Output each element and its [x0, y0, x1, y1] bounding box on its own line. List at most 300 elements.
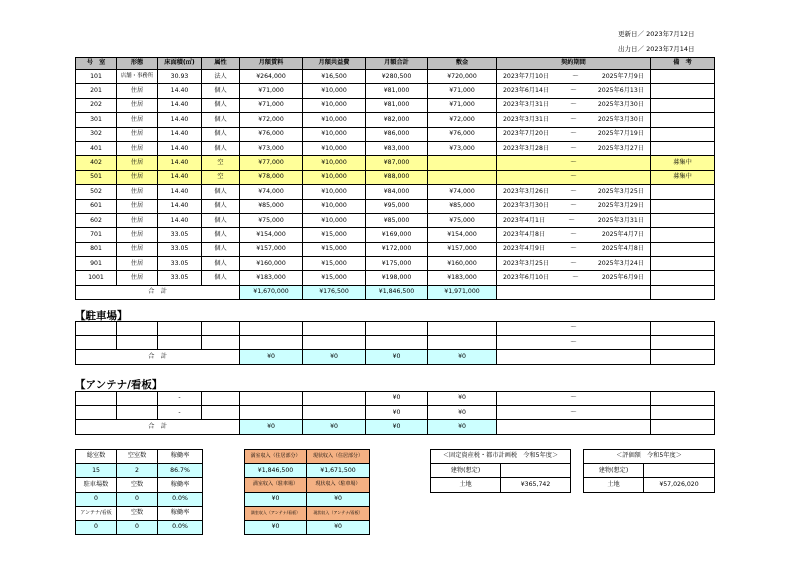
cell-total: ¥83,000 [366, 141, 428, 155]
period-start: 2023年6月14日 [503, 86, 550, 94]
output-date [618, 44, 695, 53]
period-tilde: ～ [570, 187, 577, 195]
main-total-period [497, 285, 651, 299]
updated-date [618, 29, 695, 38]
cell-note [651, 271, 715, 285]
cell-period [497, 242, 651, 256]
cell-rent: ¥78,000 [240, 170, 303, 184]
cell-note [651, 199, 715, 213]
updated-value: 2023年7月12日 [646, 30, 695, 38]
cell-room: 701 [76, 228, 117, 242]
stat-header: 総室数 [76, 450, 117, 464]
antenna-title: 【アンテナ/看板】 [75, 379, 163, 391]
table-row [76, 84, 715, 98]
antenna-period: ～ [497, 406, 651, 420]
table-row [76, 185, 715, 199]
cell-fee: ¥10,000 [303, 185, 366, 199]
income-header: 現状収入（アンテナ/看板） [307, 506, 370, 520]
cell-attr: 法人 [202, 70, 240, 84]
cell-note [651, 242, 715, 256]
table-row [76, 98, 715, 112]
parking-total-sum: ¥0 [366, 350, 428, 364]
period-tilde: ～ [570, 101, 577, 109]
cell-deposit: ¥74,000 [428, 185, 497, 199]
cell-fee: ¥10,000 [303, 213, 366, 227]
parking-total-fee: ¥0 [303, 350, 366, 364]
antenna-total-label: 合 計 [76, 420, 240, 434]
table-row [76, 228, 715, 242]
parking-table [75, 321, 715, 365]
cell-room: 202 [76, 98, 117, 112]
antenna-total: ¥0 [366, 406, 428, 420]
cell-rent: ¥74,000 [240, 185, 303, 199]
cell-area: 33.05 [158, 271, 202, 285]
income-header: 現状収入（駐車場） [307, 478, 370, 492]
cell-room: 101 [76, 70, 117, 84]
cell-deposit: ¥76,000 [428, 127, 497, 141]
cell-period [497, 257, 651, 271]
income-value: ¥0 [307, 520, 370, 534]
stat-header: 空数 [117, 506, 158, 520]
cell-type: 住居 [117, 257, 158, 271]
cell-attr: 個人 [202, 127, 240, 141]
period-start: 2023年4月8日 [503, 230, 546, 238]
cell-total: ¥81,000 [366, 98, 428, 112]
cell-total: ¥86,000 [366, 127, 428, 141]
main-total-deposit: ¥1,971,000 [428, 285, 497, 299]
main-total-label: 合 計 [76, 285, 240, 299]
cell-area: 14.40 [158, 185, 202, 199]
cell-attr: 空 [202, 170, 240, 184]
occupancy-stats-table [75, 449, 203, 535]
period-end: 2025年7月19日 [597, 130, 644, 138]
main-total-fee: ¥176,500 [303, 285, 366, 299]
period-start: 2023年3月26日 [503, 187, 550, 195]
valuation-land-label: 土地 [584, 478, 644, 492]
cell-fee: ¥15,000 [303, 257, 366, 271]
cell-period [497, 156, 651, 170]
stat-header: 空室数 [117, 450, 158, 464]
cell-room: 302 [76, 127, 117, 141]
parking-title: 【駐車場】 [75, 310, 128, 322]
parking-total-label: 合 計 [76, 350, 240, 364]
cell-attr: 個人 [202, 199, 240, 213]
column-header: 月額合計 [366, 58, 428, 70]
cell-attr: 個人 [202, 242, 240, 256]
stat-header: 空数 [117, 478, 158, 492]
income-value: ¥1,846,500 [245, 464, 307, 478]
cell-room: 301 [76, 113, 117, 127]
cell-attr: 個人 [202, 228, 240, 242]
cell-rent: ¥183,000 [240, 271, 303, 285]
period-end: 2025年7月9日 [601, 72, 644, 80]
cell-room: 602 [76, 213, 117, 227]
main-total-sum: ¥1,846,500 [366, 285, 428, 299]
period-end: 2025年3月25日 [597, 187, 644, 195]
column-header: 契約期間 [497, 58, 651, 70]
antenna-total: ¥0 [366, 392, 428, 406]
cell-total: ¥84,000 [366, 185, 428, 199]
cell-period [497, 185, 651, 199]
period-end: 2025年3月29日 [597, 202, 644, 210]
cell-area: 14.40 [158, 199, 202, 213]
cell-area: 30.93 [158, 70, 202, 84]
cell-note [651, 257, 715, 271]
cell-deposit: ¥71,000 [428, 98, 497, 112]
cell-note [651, 228, 715, 242]
column-header: 敷金 [428, 58, 497, 70]
cell-area: 14.40 [158, 98, 202, 112]
antenna-row [76, 392, 715, 406]
income-value: ¥0 [245, 520, 307, 534]
income-header: 満室収入（アンテナ/看板） [245, 506, 307, 520]
stat-header: 稼働率 [158, 506, 203, 520]
stat-header: 稼働率 [158, 478, 203, 492]
table-row [76, 141, 715, 155]
cell-period [497, 98, 651, 112]
cell-period [497, 170, 651, 184]
table-row [76, 213, 715, 227]
cell-area: 33.05 [158, 242, 202, 256]
period-end: 2025年3月27日 [597, 144, 644, 152]
cell-room: 1001 [76, 271, 117, 285]
table-row [76, 199, 715, 213]
cell-note [651, 70, 715, 84]
period-start: 2023年4月9日 [503, 245, 546, 253]
main-total-rent: ¥1,670,000 [240, 285, 303, 299]
cell-room: 801 [76, 242, 117, 256]
antenna-deposit: ¥0 [428, 392, 497, 406]
period-tilde: ～ [568, 216, 575, 224]
income-value: ¥1,671,500 [307, 464, 370, 478]
cell-attr: 個人 [202, 185, 240, 199]
antenna-table [75, 391, 715, 435]
tax-building-value [501, 464, 571, 478]
cell-room: 901 [76, 257, 117, 271]
valuation-land-value: ¥57,026,020 [644, 478, 715, 492]
cell-fee: ¥10,000 [303, 113, 366, 127]
cell-type: 住居 [117, 127, 158, 141]
cell-total: ¥95,000 [366, 199, 428, 213]
cell-area: 14.40 [158, 141, 202, 155]
antenna-total-sum: ¥0 [366, 420, 428, 434]
cell-note [651, 84, 715, 98]
income-table [244, 449, 370, 535]
stat-value: 0 [117, 520, 158, 534]
period-end: 2025年6月13日 [597, 86, 644, 94]
cell-fee: ¥10,000 [303, 127, 366, 141]
cell-area: 14.40 [158, 213, 202, 227]
parking-total-deposit: ¥0 [428, 350, 497, 364]
cell-fee: ¥10,000 [303, 170, 366, 184]
antenna-row [76, 406, 715, 420]
cell-period [497, 213, 651, 227]
period-tilde: ～ [570, 202, 577, 210]
antenna-total-rent: ¥0 [240, 420, 303, 434]
cell-attr: 個人 [202, 213, 240, 227]
cell-note: 募集中 [651, 170, 715, 184]
antenna-period: ～ [497, 392, 651, 406]
cell-total: ¥88,000 [366, 170, 428, 184]
cell-type: 住居 [117, 84, 158, 98]
table-row [76, 127, 715, 141]
income-header: 満室収入（住居部分） [245, 450, 307, 464]
cell-attr: 個人 [202, 141, 240, 155]
period-end: 2025年3月30日 [597, 115, 644, 123]
valuation-title: ＜評価額 令和5年度＞ [584, 450, 715, 464]
cell-period [497, 228, 651, 242]
income-header: 満室収入（駐車場） [245, 478, 307, 492]
period-end: 2025年3月30日 [597, 101, 644, 109]
cell-rent: ¥73,000 [240, 141, 303, 155]
cell-deposit: ¥72,000 [428, 113, 497, 127]
cell-deposit: ¥154,000 [428, 228, 497, 242]
cell-area: 14.40 [158, 156, 202, 170]
period-tilde: ～ [570, 245, 577, 253]
cell-rent: ¥77,000 [240, 156, 303, 170]
period-tilde: ～ [572, 72, 579, 80]
stat-header: 駐車場数 [76, 478, 117, 492]
cell-note [651, 185, 715, 199]
cell-rent: ¥71,000 [240, 84, 303, 98]
main-total-note [651, 285, 715, 299]
property-tax-table [430, 449, 571, 493]
cell-attr: 個人 [202, 84, 240, 98]
cell-type: 住居 [117, 156, 158, 170]
cell-fee: ¥10,000 [303, 199, 366, 213]
valuation-building-label: 建物(想定) [584, 464, 644, 478]
cell-attr: 個人 [202, 98, 240, 112]
cell-deposit [428, 170, 497, 184]
cell-rent: ¥157,000 [240, 242, 303, 256]
cell-total: ¥81,000 [366, 84, 428, 98]
cell-deposit: ¥157,000 [428, 242, 497, 256]
cell-attr: 個人 [202, 271, 240, 285]
cell-fee: ¥10,000 [303, 156, 366, 170]
cell-room: 502 [76, 185, 117, 199]
table-row [76, 70, 715, 84]
cell-area: 33.05 [158, 257, 202, 271]
parking-period: ～ [497, 336, 651, 350]
tax-land-label: 土地 [431, 478, 501, 492]
output-value: 2023年7月14日 [646, 45, 695, 53]
cell-note [651, 213, 715, 227]
tax-title: ＜固定資産税・都市計画税 令和5年度＞ [431, 450, 571, 464]
cell-period [497, 70, 651, 84]
period-tilde: ～ [570, 259, 577, 267]
cell-total: ¥87,000 [366, 156, 428, 170]
valuation-building-value [644, 464, 715, 478]
cell-rent: ¥160,000 [240, 257, 303, 271]
cell-attr: 空 [202, 156, 240, 170]
period-tilde: ～ [570, 86, 577, 94]
column-header: 床面積(㎡) [158, 58, 202, 70]
period-tilde: ～ [570, 158, 577, 166]
table-row [76, 257, 715, 271]
income-value: ¥0 [307, 492, 370, 506]
cell-total: ¥175,000 [366, 257, 428, 271]
period-start: 2023年4月1日 [503, 216, 546, 224]
stat-value: 0.0% [158, 520, 203, 534]
cell-type: 店舗・事務所 [117, 70, 158, 84]
cell-type: 住居 [117, 170, 158, 184]
stat-value: 2 [117, 464, 158, 478]
parking-period: ～ [497, 322, 651, 336]
output-label: 出力日／ [618, 45, 644, 53]
tax-building-label: 建物(想定) [431, 464, 501, 478]
period-end: 2025年3月24日 [597, 259, 644, 267]
cell-rent: ¥76,000 [240, 127, 303, 141]
cell-room: 402 [76, 156, 117, 170]
period-start: 2023年7月20日 [503, 130, 550, 138]
stat-value: 86.7% [158, 464, 203, 478]
column-header: 属性 [202, 58, 240, 70]
cell-period [497, 127, 651, 141]
cell-period [497, 199, 651, 213]
period-start: 2023年3月25日 [503, 259, 550, 267]
cell-room: 401 [76, 141, 117, 155]
cell-type: 住居 [117, 185, 158, 199]
cell-area: 14.40 [158, 113, 202, 127]
cell-fee: ¥15,000 [303, 242, 366, 256]
cell-total: ¥85,000 [366, 213, 428, 227]
cell-type: 住居 [117, 271, 158, 285]
cell-room: 501 [76, 170, 117, 184]
cell-deposit: ¥71,000 [428, 84, 497, 98]
cell-area: 14.40 [158, 170, 202, 184]
period-end: 2025年6月9日 [601, 274, 644, 282]
cell-type: 住居 [117, 113, 158, 127]
cell-type: 住居 [117, 98, 158, 112]
period-start: 2023年3月28日 [503, 144, 550, 152]
income-header: 現状収入（住居部分） [307, 450, 370, 464]
cell-deposit: ¥183,000 [428, 271, 497, 285]
cell-type: 住居 [117, 141, 158, 155]
stat-value: 0 [76, 520, 117, 534]
period-end: 2025年4月7日 [601, 230, 644, 238]
cell-fee: ¥10,000 [303, 84, 366, 98]
table-row [76, 170, 715, 184]
cell-area: 14.40 [158, 84, 202, 98]
period-start: 2023年3月31日 [503, 101, 550, 109]
antenna-total-row [76, 420, 715, 434]
period-start: 2023年3月30日 [503, 202, 550, 210]
cell-type: 住居 [117, 199, 158, 213]
cell-room: 201 [76, 84, 117, 98]
cell-fee: ¥10,000 [303, 141, 366, 155]
period-start: 2023年3月31日 [503, 115, 550, 123]
cell-attr: 個人 [202, 257, 240, 271]
cell-area: 33.05 [158, 228, 202, 242]
antenna-total-fee: ¥0 [303, 420, 366, 434]
cell-rent: ¥75,000 [240, 213, 303, 227]
cell-note: 募集中 [651, 156, 715, 170]
stat-value: 15 [76, 464, 117, 478]
cell-type: 住居 [117, 228, 158, 242]
cell-deposit: ¥720,000 [428, 70, 497, 84]
parking-row [76, 336, 715, 350]
stat-value: 0 [117, 492, 158, 506]
antenna-total-deposit: ¥0 [428, 420, 497, 434]
period-start: 2023年6月10日 [503, 274, 550, 282]
cell-deposit: ¥73,000 [428, 141, 497, 155]
cell-fee: ¥10,000 [303, 98, 366, 112]
cell-rent: ¥264,000 [240, 70, 303, 84]
cell-period [497, 84, 651, 98]
antenna-deposit: ¥0 [428, 406, 497, 420]
column-header: 備 考 [651, 58, 715, 70]
cell-total: ¥280,500 [366, 70, 428, 84]
period-end: 2025年4月8日 [601, 245, 644, 253]
cell-attr: 個人 [202, 113, 240, 127]
column-header: 月額共益費 [303, 58, 366, 70]
period-start: 2023年7月10日 [503, 72, 550, 80]
cell-room: 601 [76, 199, 117, 213]
period-end: 2025年3月31日 [597, 216, 644, 224]
cell-area: 14.40 [158, 127, 202, 141]
column-header: 号 室 [76, 58, 117, 70]
table-row [76, 242, 715, 256]
period-tilde: ～ [570, 144, 577, 152]
table-row [76, 113, 715, 127]
parking-row [76, 322, 715, 336]
cell-total: ¥82,000 [366, 113, 428, 127]
updated-label: 更新日／ [618, 30, 644, 38]
cell-total: ¥169,000 [366, 228, 428, 242]
period-tilde: ～ [570, 130, 577, 138]
cell-fee: ¥16,500 [303, 70, 366, 84]
cell-note [651, 98, 715, 112]
cell-total: ¥172,000 [366, 242, 428, 256]
cell-period [497, 141, 651, 155]
income-value: ¥0 [245, 492, 307, 506]
table-row [76, 156, 715, 170]
table-row [76, 271, 715, 285]
valuation-table [583, 449, 715, 493]
cell-rent: ¥71,000 [240, 98, 303, 112]
stat-value: 0.0% [158, 492, 203, 506]
tax-land-value: ¥365,742 [501, 478, 571, 492]
cell-deposit: ¥75,000 [428, 213, 497, 227]
antenna-area: - [158, 406, 202, 420]
cell-note [651, 127, 715, 141]
cell-rent: ¥72,000 [240, 113, 303, 127]
cell-note [651, 141, 715, 155]
parking-total-rent: ¥0 [240, 350, 303, 364]
rent-roll-table [75, 57, 715, 300]
parking-total-row [76, 350, 715, 364]
cell-deposit: ¥160,000 [428, 257, 497, 271]
cell-fee: ¥15,000 [303, 228, 366, 242]
period-tilde: ～ [572, 274, 579, 282]
period-tilde: ～ [570, 115, 577, 123]
cell-rent: ¥85,000 [240, 199, 303, 213]
cell-period [497, 113, 651, 127]
cell-fee: ¥15,000 [303, 271, 366, 285]
cell-rent: ¥154,000 [240, 228, 303, 242]
cell-type: 住居 [117, 242, 158, 256]
cell-deposit: ¥85,000 [428, 199, 497, 213]
cell-type: 住居 [117, 213, 158, 227]
cell-total: ¥198,000 [366, 271, 428, 285]
column-header: 形態 [117, 58, 158, 70]
antenna-area: - [158, 392, 202, 406]
main-total-row [76, 285, 715, 299]
stat-header: 稼働率 [158, 450, 203, 464]
cell-deposit [428, 156, 497, 170]
column-header: 月額賃料 [240, 58, 303, 70]
stat-header: アンテナ/看板 [76, 506, 117, 520]
